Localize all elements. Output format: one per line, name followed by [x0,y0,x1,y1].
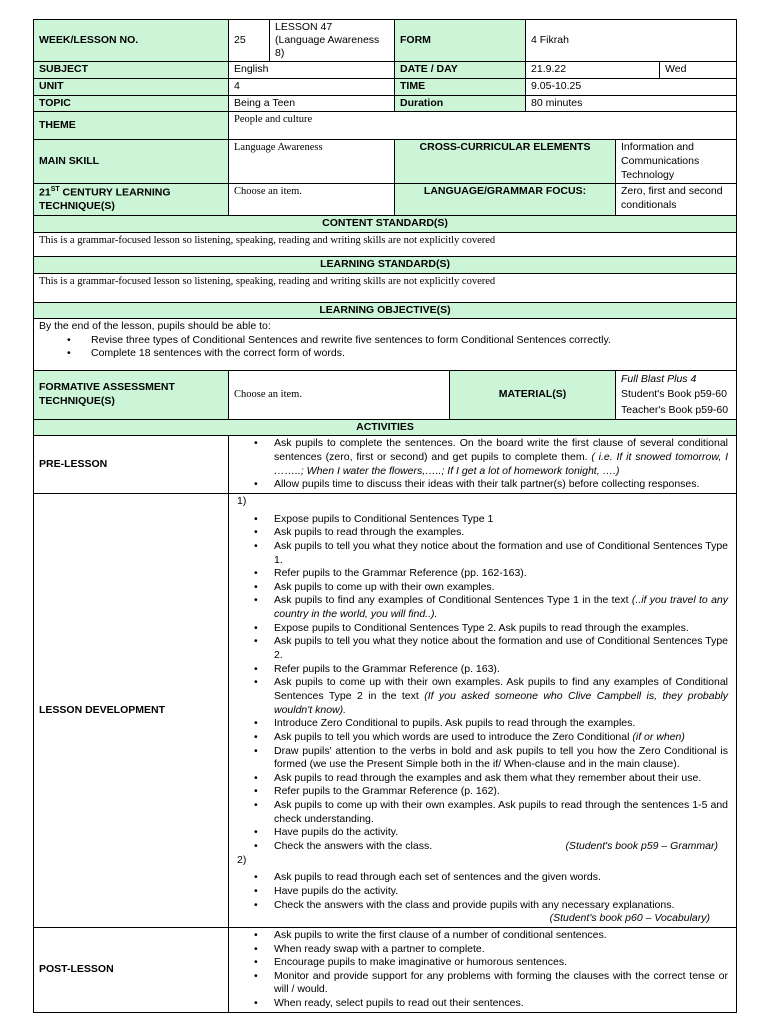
learning-objective-body [34,319,737,371]
list-item: • Draw pupils' attention to the verbs in bold and ask pupils to tell you how the Zero Conditional is formed (we use the Present Simple both in the if/ When-clause and in the main clause). [274,745,728,772]
lesson-number: LESSON 47 [275,21,333,33]
post-lesson-body [229,927,737,1012]
list-item: • Ask pupils to complete the sentences. On the board write the first clause of several conditional sentences (zero, first or second) and get pupils to complete them. ( i.e. If it snowed tomorrow, I ……..; When I water the flowers,…..; If I get a lot of homework tonight, ….) [274,437,728,478]
list-item: • Ask pupils to find any examples of Conditional Sentences Type 1 in the text (..if you travel to any country in the world, you will find..). [274,594,728,621]
unit-label: UNIT [34,79,229,96]
learning-standard-text: This is a grammar-focused lesson so listening, speaking, reading and writing skills are not explicitly covered [34,273,737,302]
lesson-plan-table [33,19,737,1013]
list-item: • When ready, select pupils to read out their sentences. [274,997,728,1011]
list-item: • Expose pupils to Conditional Sentences Type 1 [274,513,728,527]
post-lesson-label: POST-LESSON [34,927,229,1012]
material-value [616,371,737,420]
development-list-1 [237,513,728,854]
list-item: • Check the answers with the class and provide pupils with any necessary explanations. [274,899,728,913]
post-lesson-list [237,929,728,1011]
list-item: • Ask pupils to tell you what they notice about the formation and use of Conditional Sentences Type 1. [274,540,728,567]
lesson-title [270,20,395,62]
step-number: 1) [237,495,247,507]
lesson-plan [33,19,736,1013]
list-item: • Ask pupils to write the first clause of a number of conditional sentences. [274,929,728,943]
pre-lesson-body [229,436,737,494]
learning-objective-title: LEARNING OBJECTIVE(S) [34,302,737,319]
objective-item: • Complete 18 sentences with the correct form of words. [91,347,731,361]
week-lesson-label: WEEK/LESSON NO. [34,20,229,62]
topic-label: TOPIC [34,95,229,112]
cce-label: CROSS-CURRICULAR ELEMENTS [395,140,616,184]
material-student-book: Student's Book p59-60 [621,388,727,401]
list-item: • Expose pupils to Conditional Sentences Type 2. Ask pupils to read through the examples. [274,622,728,636]
century-label: 21ST CENTURY LEARNING TECHNIQUE(S) [34,184,229,216]
subject-label: SUBJECT [34,62,229,79]
lesson-subtitle: (Language Awareness 8) [275,34,380,60]
list-item: • Ask pupils to come up with their own examples. Ask pupils to read through the sentences 1-5 and check understanding. [274,799,728,826]
duration-value: 80 minutes [526,95,737,112]
assessment-label: FORMATIVE ASSESSMENT TECHNIQUE(S) [34,371,229,420]
pre-lesson-label: PRE-LESSON [34,436,229,494]
time-label: TIME [395,79,526,96]
date-label: DATE / DAY [395,62,526,79]
duration-label: Duration [395,95,526,112]
objective-item: • Revise three types of Conditional Sentences and rewrite five sentences to form Conditional Sentences correctly. [91,334,731,348]
objective-list [39,334,731,361]
material-label: MATERIAL(S) [450,371,616,420]
list-item: • Have pupils do the activity. [274,826,728,840]
list-item: • Ask pupils to tell you what they notice about the formation and use of Conditional Sentences Type 2. [274,635,728,662]
list-item: • Ask pupils to read through the examples. [274,526,728,540]
list-item: • Refer pupils to the Grammar Reference (p. 162). [274,785,728,799]
date-value: 21.9.22 [526,62,660,79]
main-skill-value: Language Awareness [229,140,395,184]
subject-value: English [229,62,395,79]
week-lesson-value: 25 [229,20,270,62]
reference-note: (Student's book p59 – Grammar) [565,840,719,853]
list-item: • Check the answers with the class. (Student's book p59 – Grammar) [274,840,728,854]
unit-value: 4 [229,79,395,96]
form-label: FORM [395,20,526,62]
objective-intro: By the end of the lesson, pupils should be able to: [39,320,271,333]
lesson-development-label: LESSON DEVELOPMENT [34,494,229,928]
focus-label: LANGUAGE/GRAMMAR FOCUS: [395,184,616,216]
pre-lesson-list [229,437,728,492]
list-item: • Ask pupils to come up with their own examples. [274,581,728,595]
content-standard-title: CONTENT STANDARD(S) [34,216,737,233]
content-standard-text: This is a grammar-focused lesson so listening, speaking, reading and writing skills are not explicitly covered [34,232,737,256]
list-item: • Allow pupils time to discuss their ideas with their talk partner(s) before collecting responses. [274,478,728,492]
list-item: • Ask pupils to tell you which words are used to introduce the Zero Conditional (if or when) [274,731,728,745]
time-value: 9.05-10.25 [526,79,737,96]
activities-title: ACTIVITIES [34,419,737,436]
main-skill-label: MAIN SKILL [34,140,229,184]
list-item: • When ready swap with a partner to complete. [274,943,728,957]
list-item: • Have pupils do the activity. [274,885,728,899]
learning-standard-title: LEARNING STANDARD(S) [34,256,737,273]
material-teacher-book: Teacher's Book p59-60 [621,403,729,416]
assessment-value: Choose an item. [229,371,450,420]
cce-value: Information and Communications Technology [616,140,737,184]
lesson-development-body [229,494,737,928]
theme-label: THEME [34,112,229,140]
century-value: Choose an item. [229,184,395,216]
step-number: 2) [237,853,247,866]
list-item: • Introduce Zero Conditional to pupils. Ask pupils to read through the examples. [274,717,728,731]
form-value: 4 Fikrah [526,20,737,62]
list-item: • Refer pupils to the Grammar Reference (p. 163). [274,663,728,677]
list-item: • Encourage pupils to make imaginative or humorous sentences. [274,956,728,970]
list-item: • Ask pupils to read through the examples and ask them what they remember about their use. [274,772,728,786]
focus-value: Zero, first and second conditionals [616,184,737,216]
reference-note: (Student's book p60 – Vocabulary) [549,912,711,925]
day-value: Wed [660,62,737,79]
development-list-2 [237,871,728,912]
material-book-title: Full Blast Plus 4 [621,373,697,386]
list-item: • Refer pupils to the Grammar Reference (pp. 162-163). [274,567,728,581]
topic-value: Being a Teen [229,95,395,112]
theme-value: People and culture [229,112,737,140]
list-item: • Ask pupils to come up with their own examples. Ask pupils to find any examples of Conditional Sentences Type 2 in the text (If you asked someone who Clive Campbell is, they probably wouldn't know). [274,676,728,717]
list-item: • Monitor and provide support for any problems with forming the clauses with the correct tense or will / would. [274,970,728,997]
list-item: • Ask pupils to read through each set of sentences and the given words. [274,871,728,885]
